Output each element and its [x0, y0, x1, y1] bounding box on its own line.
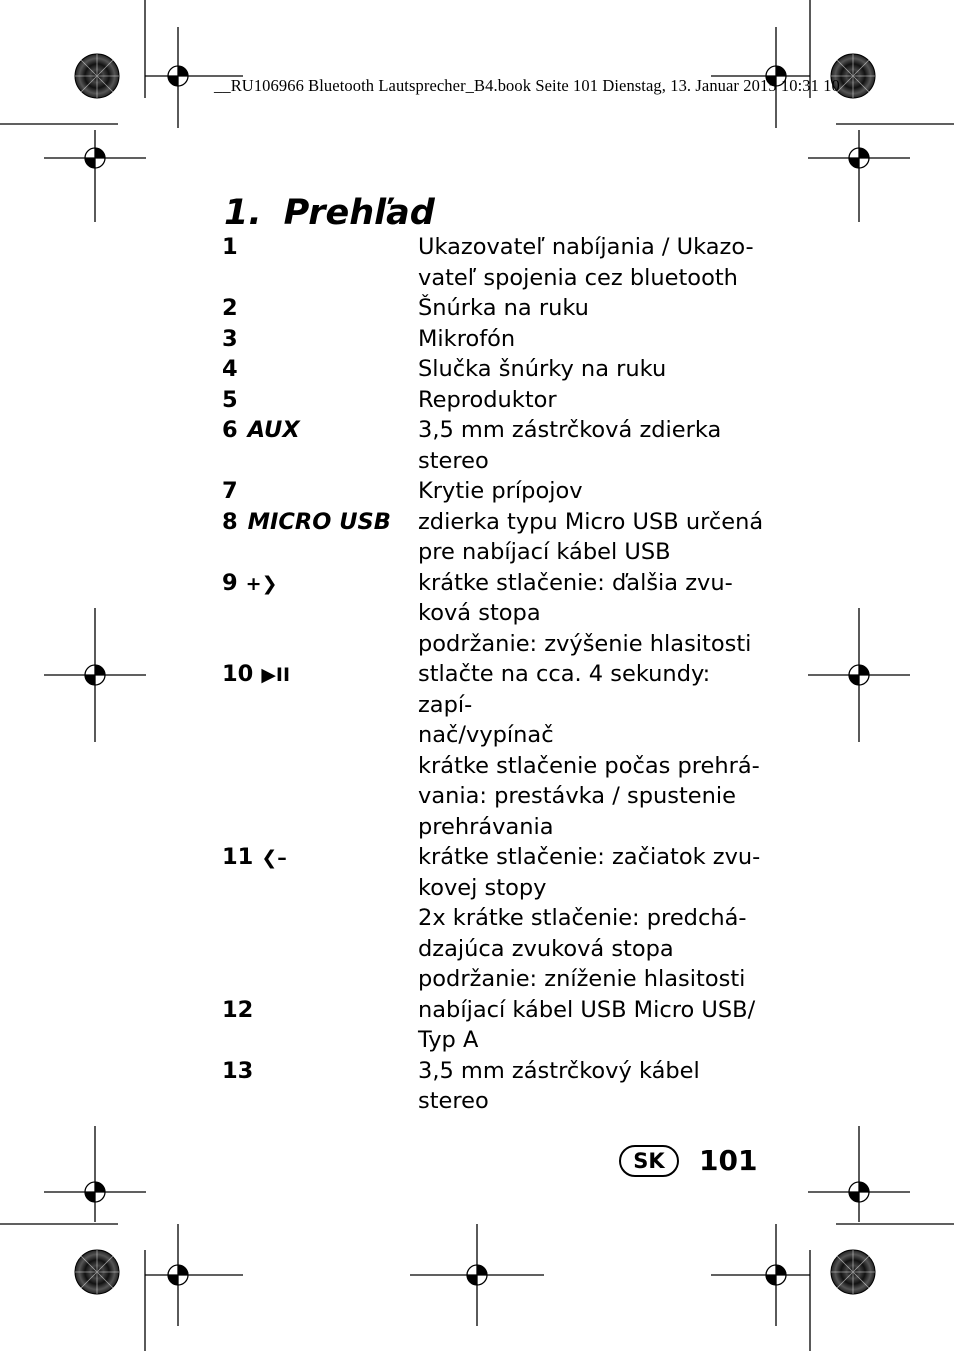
item-key [222, 659, 418, 842]
item-key [222, 1056, 418, 1117]
description-line: 3,5 mm zástrčková zdierka [418, 417, 722, 443]
print-header-filename: __RU106966 Bluetooth Lautsprecher_B4.book Seite 101 Dienstag, 13. Januar 2015 10:31 10 [214, 76, 840, 95]
item-number: 10 [222, 661, 254, 687]
item-description [418, 568, 767, 660]
item-number: 8 [222, 508, 238, 535]
description-line: zdierka typu Micro USB určená [418, 508, 764, 535]
description-line: Typ A [418, 1027, 479, 1053]
item-description [418, 354, 767, 385]
item-number: 11 [222, 844, 254, 870]
item-key [222, 476, 418, 507]
item-key [222, 507, 418, 568]
button-symbol-icon: ❮– [261, 847, 287, 869]
list-item [222, 476, 767, 507]
item-number: 2 [222, 295, 238, 321]
description-line: nač/vypínač [418, 722, 554, 748]
description-line: Slučka šnúrky na ruku [418, 356, 667, 382]
description-line: pre nabíjací kábel USB [418, 539, 671, 565]
item-description [418, 385, 767, 416]
description-line: prehrávania [418, 813, 554, 840]
description-line: dzajúca zvuková stopa [418, 935, 674, 962]
list-item [222, 232, 767, 293]
item-key [222, 324, 418, 355]
item-description [418, 507, 767, 568]
description-line: vania: prestávka / spustenie [418, 783, 736, 809]
list-item [222, 659, 767, 842]
item-key [222, 293, 418, 324]
item-number: 3 [222, 325, 238, 352]
description-line: vateľ spojenia cez bluetooth [418, 264, 738, 291]
item-key [222, 415, 418, 476]
button-symbol-icon: +❯ [245, 572, 278, 595]
section-number: 1. [224, 193, 262, 233]
language-badge: SK [619, 1145, 679, 1177]
description-line: Reproduktor [418, 386, 557, 413]
description-line: krátke stlačenie: začiatok zvu- [418, 844, 761, 870]
description-line: stlačte na cca. 4 sekundy: zapí- [418, 661, 711, 718]
item-number: 12 [222, 996, 254, 1023]
page-number: 101 [699, 1144, 758, 1177]
item-description [418, 659, 767, 842]
item-number: 4 [222, 356, 238, 382]
description-line: krátke stlačenie počas prehrá- [418, 752, 760, 779]
item-key [222, 385, 418, 416]
section-heading [224, 188, 435, 238]
item-description [418, 842, 767, 995]
item-label: AUX [247, 417, 300, 443]
item-key [222, 354, 418, 385]
button-symbol-icon: ▶II [261, 664, 291, 686]
list-item [222, 324, 767, 355]
item-key [222, 995, 418, 1056]
description-line: Šnúrka na ruku [418, 295, 589, 321]
description-line: stereo [418, 447, 489, 474]
list-item [222, 507, 767, 568]
description-line: Krytie prípojov [418, 478, 583, 504]
item-description [418, 476, 767, 507]
overview-parts-list [222, 232, 767, 1117]
section-title: Prehľad [283, 193, 435, 233]
description-line: Mikrofón [418, 325, 516, 352]
item-key [222, 232, 418, 293]
description-line: 3,5 mm zástrčkový kábel stereo [418, 1057, 700, 1114]
item-description [418, 415, 767, 476]
description-line: podržanie: zníženie hlasitosti [418, 966, 746, 992]
item-description [418, 293, 767, 324]
description-line: krátke stlačenie: ďalšia zvu- [418, 569, 733, 596]
description-line: podržanie: zvýšenie hlasitosti [418, 630, 752, 657]
item-key [222, 842, 418, 995]
item-description [418, 995, 767, 1056]
list-item [222, 995, 767, 1056]
item-number: 7 [222, 478, 238, 504]
list-item [222, 1056, 767, 1117]
list-item [222, 842, 767, 995]
list-item [222, 385, 767, 416]
list-item [222, 415, 767, 476]
description-line: 2x krátke stlačenie: predchá- [418, 905, 747, 931]
item-description [418, 232, 767, 293]
description-line: kovej stopy [418, 874, 547, 901]
page-footer [619, 1144, 757, 1177]
item-label: MICRO USB [247, 508, 391, 535]
list-item [222, 354, 767, 385]
item-number: 6 [222, 417, 238, 443]
list-item [222, 568, 767, 660]
item-number: 13 [222, 1057, 254, 1084]
item-description [418, 324, 767, 355]
item-number: 5 [222, 386, 238, 413]
item-number: 9 [222, 569, 238, 596]
description-line: ková stopa [418, 600, 541, 626]
description-line: nabíjací kábel USB Micro USB/ [418, 996, 756, 1023]
list-item [222, 293, 767, 324]
item-key [222, 568, 418, 660]
item-description [418, 1056, 767, 1117]
description-line: Ukazovateľ nabíjania / Ukazo- [418, 234, 754, 260]
item-number: 1 [222, 234, 238, 260]
